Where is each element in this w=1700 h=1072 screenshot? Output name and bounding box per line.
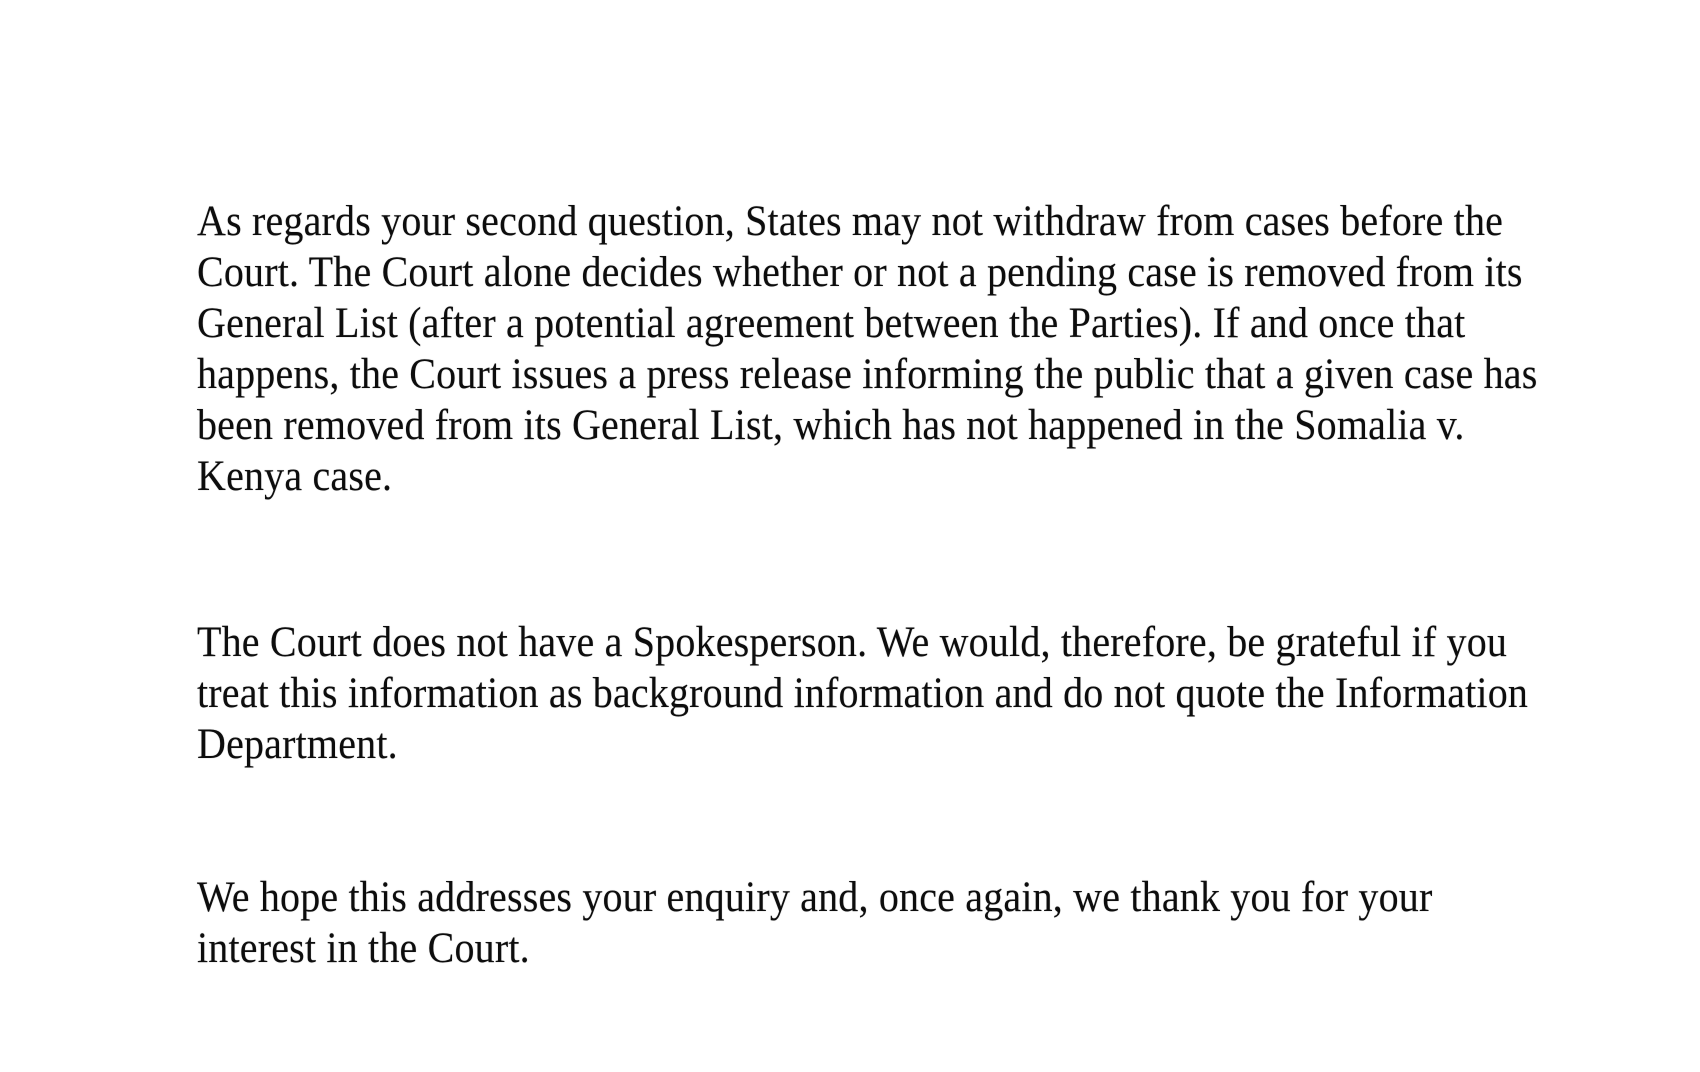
- text-line: The Court does not have a Spokesperson. We would, therefore, be grateful if you: [197, 619, 1508, 666]
- text-line: Kenya case.: [197, 453, 393, 500]
- text-line: General List (after a potential agreement between the Parties). If and once that: [197, 300, 1466, 347]
- text-line: interest in the Court.: [197, 925, 530, 972]
- text-line: Court. The Court alone decides whether or not a pending case is removed from its: [197, 249, 1523, 296]
- text-line: We hope this addresses your enquiry and, once again, we thank you for your: [197, 874, 1433, 921]
- paragraph-withdrawal: [197, 196, 1537, 502]
- paragraph-spokesperson: [197, 617, 1528, 770]
- text-line: happens, the Court issues a press release informing the public that a given case has: [197, 351, 1538, 398]
- text-line: treat this information as background information and do not quote the Information: [197, 670, 1529, 717]
- text-line: As regards your second question, States may not withdraw from cases before the: [197, 198, 1504, 245]
- text-line: Department.: [197, 721, 398, 768]
- text-line: been removed from its General List, which has not happened in the Somalia v.: [197, 402, 1465, 449]
- paragraph-closing: [197, 872, 1432, 974]
